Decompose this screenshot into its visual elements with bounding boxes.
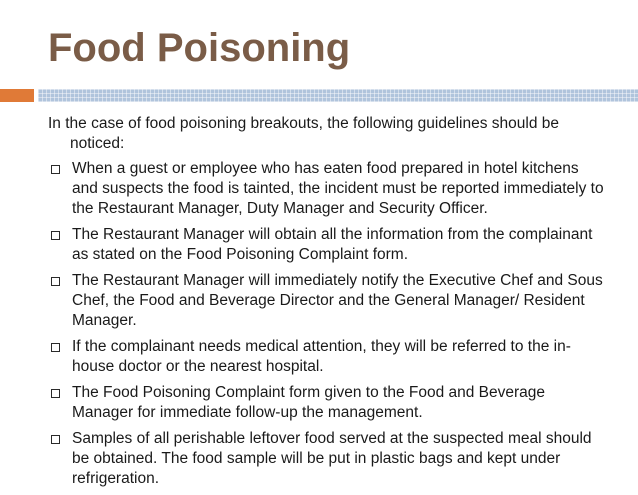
square-bullet-icon	[51, 389, 60, 398]
slide-body	[48, 114, 608, 495]
guideline-text: The Food Poisoning Complaint form given to the Food and Beverage Manager for immediate follow-up the management.	[72, 384, 546, 421]
guideline-item	[48, 159, 608, 219]
slide-title: Food Poisoning	[48, 26, 351, 70]
title-bar-pattern	[38, 89, 638, 102]
square-bullet-icon	[51, 231, 60, 240]
intro-text: In the case of food poisoning breakouts, the following guidelines should be noticed:	[48, 115, 559, 152]
guideline-list	[48, 159, 608, 489]
guideline-item	[48, 337, 608, 377]
guideline-text: The Restaurant Manager will immediately notify the Executive Chef and Sous Chef, the Food and Beverage Director and the General Manager/ Resident Manager.	[72, 272, 603, 329]
guideline-item	[48, 429, 608, 489]
guideline-item	[48, 383, 608, 423]
title-divider-bar	[0, 89, 638, 102]
square-bullet-icon	[51, 165, 60, 174]
guideline-text: Samples of all perishable leftover food served at the suspected meal should be obtained. The food sample will be put in plastic bags and kept under refrigeration.	[72, 430, 592, 487]
square-bullet-icon	[51, 435, 60, 444]
square-bullet-icon	[51, 343, 60, 352]
guideline-text: If the complainant needs medical attention, they will be referred to the in-house doctor or the nearest hospital.	[72, 338, 571, 375]
square-bullet-icon	[51, 277, 60, 286]
guideline-item	[48, 271, 608, 331]
guideline-text: When a guest or employee who has eaten food prepared in hotel kitchens and suspects the food is tainted, the incident must be reported immediately to the Restaurant Manager, Duty Manager and Security Officer.	[72, 160, 604, 217]
guideline-text: The Restaurant Manager will obtain all the information from the complainant as stated on the Food Poisoning Complaint form.	[72, 226, 593, 263]
guideline-item	[48, 225, 608, 265]
title-bar-accent	[0, 89, 34, 102]
